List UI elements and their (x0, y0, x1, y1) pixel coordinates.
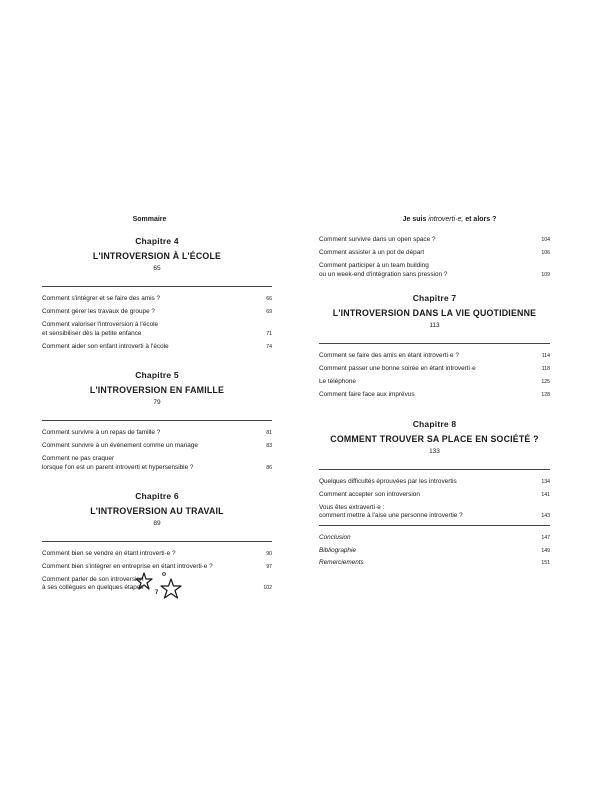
divider (319, 343, 550, 344)
right-page (300, 0, 599, 800)
divider (42, 541, 272, 542)
toc-entry-title: Le téléphone (319, 378, 356, 386)
toc-entry-bibliographie[interactable] (319, 547, 550, 555)
chapter-number: Chapitre 6 (135, 490, 179, 501)
toc-entry[interactable] (42, 321, 272, 337)
running-head-post: et alors ? (465, 216, 497, 223)
toc-entry-title: Comment passer une bonne soirée en étant introverti·e (319, 365, 476, 373)
toc-entry[interactable] (319, 491, 550, 499)
chapter-page: 133 (429, 447, 440, 455)
chapter-page: 113 (429, 321, 440, 329)
chapter-page: 65 (153, 265, 161, 272)
toc-entry-title: Comment se faire des amis en étant introverti·e ? (319, 351, 459, 359)
toc-entry-conclusion[interactable] (319, 534, 550, 542)
toc-entry-page: 114 (541, 352, 550, 359)
chapter-title: COMMENT TROUVER SA PLACE EN SOCIÉTÉ ? (330, 433, 539, 444)
toc-entry-page: 66 (266, 296, 272, 302)
toc-entry-title: Comment bien s'intégrer en entreprise en étant introverti·e ? (42, 563, 213, 571)
toc-entry-title: Comment bien se vendre en étant introverti·e ? (42, 549, 176, 557)
toc-entry-title: Comment survivre à un événement comme un mariage (42, 442, 198, 450)
chapter-6-continued (319, 236, 550, 279)
toc-entry-remerciements[interactable] (319, 559, 550, 567)
toc-entry[interactable] (42, 550, 272, 558)
toc-left (42, 236, 272, 598)
toc-entry[interactable] (319, 365, 550, 373)
chapter-number: Chapitre 8 (412, 418, 457, 429)
toc-entry-page: 109 (541, 271, 550, 278)
toc-entry-title: Comment valoriser l'introversion à l'école et sensibiliser dès la petite enfance (42, 321, 159, 337)
toc-entry-page: 106 (541, 250, 550, 257)
toc-entry-title: Vous êtes extraverti·e : comment mettre à l'aise une personne introvertie ? (319, 504, 463, 520)
toc-entry-title: Comment survivre dans un open space ? (319, 236, 436, 243)
toc-entry-page: 134 (541, 478, 550, 485)
toc-entry-title: Comment survivre à un repas de famille ? (42, 429, 161, 437)
toc-entry-page: 90 (266, 550, 272, 557)
toc-entry-page: 118 (541, 366, 550, 373)
running-head-left: Sommaire (132, 216, 167, 223)
toc-entry-title: Comment aider son enfant introverti à l'école (42, 342, 169, 350)
toc-entry-title: Bibliographie (319, 546, 356, 554)
spacer (42, 477, 272, 491)
toc-entry-title: Quelques difficultés éprouvées par les introvertis (319, 477, 457, 485)
toc-entry-page: 71 (266, 330, 272, 337)
spacer (319, 284, 550, 293)
toc-entry[interactable] (319, 262, 550, 278)
divider (319, 469, 550, 470)
chapter-title: L'INTROVERSION DANS LA VIE QUOTIDIENNE (332, 307, 537, 318)
chapter-4 (42, 236, 272, 351)
chapter-8 (319, 419, 550, 521)
toc-entry[interactable] (319, 391, 550, 399)
page-number: 7 (155, 590, 159, 596)
toc-entry-page: 149 (541, 547, 550, 554)
left-page (0, 0, 299, 800)
toc-entry-title: Comment parler de son introversion à ses collègues en quelques étapes (42, 576, 144, 592)
toc-entry-title: Conclusion (319, 534, 351, 542)
toc-entry-page: 83 (266, 443, 272, 450)
toc-entry-page: 86 (266, 464, 272, 471)
toc-entry-title: Comment ne pas craquer lorsque l'on est un parent introverti et hypersensible ? (42, 455, 194, 471)
toc-entry-page: 69 (266, 309, 272, 316)
divider (42, 420, 272, 421)
toc-entry-page: 74 (266, 343, 272, 350)
divider (319, 525, 550, 526)
end-matter (319, 534, 550, 567)
chapter-title: L'INTROVERSION EN FAMILLE (89, 385, 225, 396)
toc-entry[interactable] (42, 455, 272, 471)
toc-entry-page: 81 (266, 430, 272, 437)
toc-entry[interactable] (319, 236, 550, 244)
chapter-number: Chapitre 5 (135, 370, 179, 381)
chapter-number: Chapitre 7 (412, 292, 457, 303)
chapter-title: L'INTROVERSION AU TRAVAIL (90, 505, 224, 516)
toc-entry[interactable] (319, 504, 550, 520)
toc-entry[interactable] (42, 442, 272, 450)
toc-entry-page: 104 (541, 237, 550, 243)
toc-entry-title: Comment s'intégrer et se faire des amis ? (42, 295, 161, 302)
toc-entry-title: Remerciements (319, 558, 364, 566)
toc-entry-page: 125 (541, 379, 550, 386)
toc-entry-title: Comment assister à un pot de départ (319, 249, 425, 257)
toc-entry[interactable] (319, 478, 550, 486)
spacer (42, 356, 272, 370)
chapter-number: Chapitre 4 (135, 236, 179, 246)
toc-entry-page: 143 (541, 513, 550, 520)
toc-right (319, 236, 550, 571)
toc-entry-title: Comment faire face aux imprévus (319, 391, 415, 399)
running-head-right (300, 216, 599, 223)
toc-entry-page: 147 (541, 535, 550, 542)
toc-entry[interactable] (42, 343, 272, 351)
toc-entry[interactable] (42, 295, 272, 303)
toc-entry-page: 97 (266, 564, 272, 571)
toc-entry[interactable] (42, 429, 272, 437)
toc-entry-page: 102 (263, 585, 272, 592)
toc-entry[interactable] (319, 249, 550, 257)
toc-entry-title: Comment accepter son introversion (319, 490, 420, 498)
chapter-title: L'INTROVERSION À L'ÉCOLE (92, 251, 222, 261)
toc-entry-title: Comment gérer les travaux de groupe ? (42, 308, 155, 316)
toc-entry[interactable] (319, 378, 550, 386)
chapter-5 (42, 370, 272, 472)
running-head-mid: introverti·e, (428, 216, 464, 223)
toc-entry-page: 151 (541, 559, 550, 566)
divider (42, 286, 272, 287)
toc-entry-page: 128 (541, 392, 550, 399)
chapter-page: 79 (153, 399, 161, 407)
toc-entry[interactable] (42, 308, 272, 316)
chapter-page: 89 (153, 519, 161, 527)
spacer (319, 405, 550, 419)
toc-entry-title: Comment participer à un team building ou un week-end d'intégration sans pression ? (319, 262, 448, 278)
toc-entry[interactable] (319, 352, 550, 360)
toc-entry-page: 141 (541, 491, 550, 498)
chapter-7 (319, 293, 550, 400)
stars-icon (135, 567, 185, 603)
running-head-pre: Je suis (402, 216, 427, 223)
